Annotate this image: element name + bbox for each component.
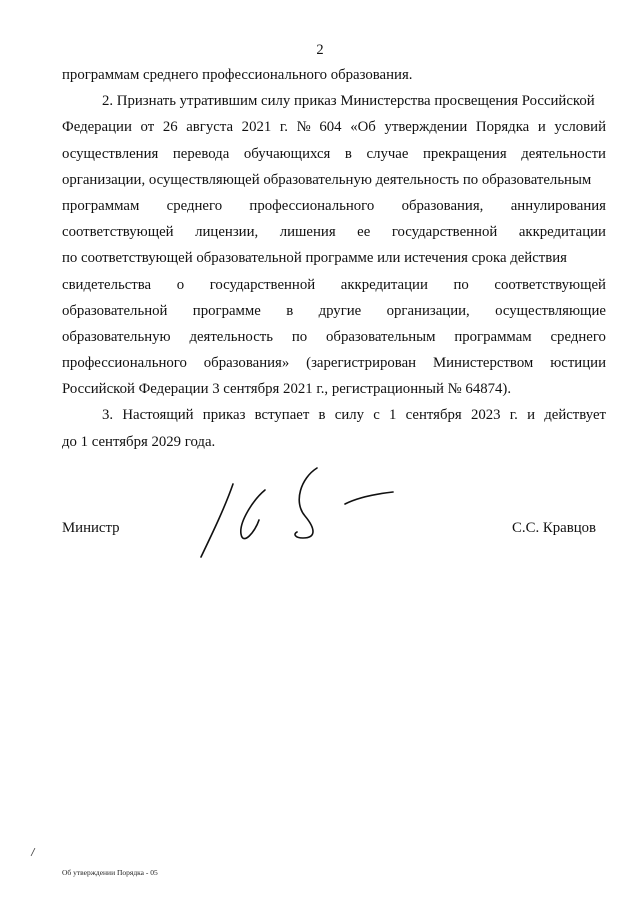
paragraph-3-line-1 <box>62 402 606 428</box>
word: Министерством <box>432 355 534 372</box>
word: 1 <box>389 407 397 424</box>
word: в <box>318 407 326 424</box>
word: осуществления <box>62 145 159 162</box>
paragraph-2-line-4: организации, осуществляющей образовательную деятельность по образовательным <box>62 171 592 188</box>
word: по <box>453 276 469 293</box>
word: прекращения <box>423 145 507 162</box>
word: (зарегистрирован <box>306 355 417 372</box>
word: ее <box>357 224 371 241</box>
word: 604 <box>319 119 342 136</box>
word: организации, <box>386 302 470 319</box>
word: утверждении <box>384 119 468 136</box>
paragraph-3-line-2: до 1 сентября 2029 года. <box>62 433 216 450</box>
word: в <box>286 302 294 319</box>
paragraph-2-line-10 <box>62 324 606 350</box>
paragraph-2-line-6 <box>62 219 606 245</box>
word: Порядка <box>475 119 530 136</box>
word: № <box>296 119 311 136</box>
word: среднего <box>550 328 606 345</box>
paragraph-2-line-9 <box>62 298 606 324</box>
word: образовательным <box>326 328 436 345</box>
signer-name: С.С. Кравцов <box>512 520 596 536</box>
word: силу <box>334 407 365 424</box>
word: от <box>140 119 155 136</box>
paragraph-2-line-7: по соответствующей образовательной программе или истечения срока действия <box>62 250 567 267</box>
word: вступает <box>254 407 310 424</box>
text-line: программам среднего профессионального образования. <box>62 67 413 83</box>
word: 2023 <box>470 407 501 424</box>
word: программам <box>454 328 532 345</box>
word: профессионального <box>249 197 375 214</box>
word: среднего <box>166 197 223 214</box>
paragraph-2-line-8 <box>62 272 606 298</box>
paragraph-2-line-11 <box>62 350 606 376</box>
word: обучающихся <box>243 145 331 162</box>
word: программам <box>62 197 140 214</box>
word: по <box>291 328 308 345</box>
word: профессионального <box>62 355 187 372</box>
word: г. <box>509 407 518 424</box>
paragraph-2-line-2 <box>62 114 606 140</box>
word: лишения <box>279 224 336 241</box>
word: образовательную <box>62 328 171 345</box>
page-number: 2 <box>316 42 324 58</box>
paragraph-2-line-12: Российской Федерации 3 сентября 2021 г., регистрационный № 64874). <box>62 381 512 398</box>
word: 26 <box>162 119 178 136</box>
word: деятельности <box>521 145 606 162</box>
word: случае <box>366 145 409 162</box>
word: и <box>537 119 546 136</box>
word: условий <box>554 119 606 136</box>
word: Настоящий <box>122 407 194 424</box>
word: другие <box>318 302 362 319</box>
word: образования» <box>203 355 290 372</box>
word: 3. <box>102 407 114 424</box>
word: государственной <box>209 276 316 293</box>
word: осуществляющие <box>495 302 606 319</box>
word: юстиции <box>550 355 606 372</box>
word: образования, <box>401 197 484 214</box>
paragraph-2-line-3 <box>62 141 606 167</box>
word: деятельность <box>189 328 273 345</box>
handwritten-signature <box>195 462 395 567</box>
word: лицензии, <box>195 224 259 241</box>
footer-text: Об утверждении Порядка - 05 <box>62 868 158 877</box>
word: в <box>344 145 352 162</box>
word: сентября <box>405 407 462 424</box>
word: Федерации <box>62 119 132 136</box>
word: свидетельства <box>62 276 152 293</box>
word: приказ <box>202 407 246 424</box>
word: перевода <box>172 145 230 162</box>
word: г. <box>279 119 288 136</box>
document-body <box>62 62 606 455</box>
word: аккредитации <box>340 276 428 293</box>
word: соответствующей <box>62 224 174 241</box>
word: аннулирования <box>510 197 606 214</box>
word: образовательной <box>62 302 168 319</box>
word: с <box>373 407 380 424</box>
word: о <box>176 276 185 293</box>
paragraph-2-line-1: 2. Признать утратившим силу приказ Министерства просвещения Российской <box>102 93 595 110</box>
paragraph-2-line-5 <box>62 193 606 219</box>
word: программе <box>192 302 261 319</box>
position-label: Министр <box>62 520 120 536</box>
word: «Об <box>350 119 376 136</box>
word: и <box>527 407 535 424</box>
word: аккредитации <box>518 224 606 241</box>
word: государственной <box>391 224 498 241</box>
word: августа <box>186 119 234 136</box>
word: действует <box>544 407 606 424</box>
word: 2021 <box>241 119 272 136</box>
word: соответствующей <box>494 276 606 293</box>
stray-mark <box>30 848 36 856</box>
